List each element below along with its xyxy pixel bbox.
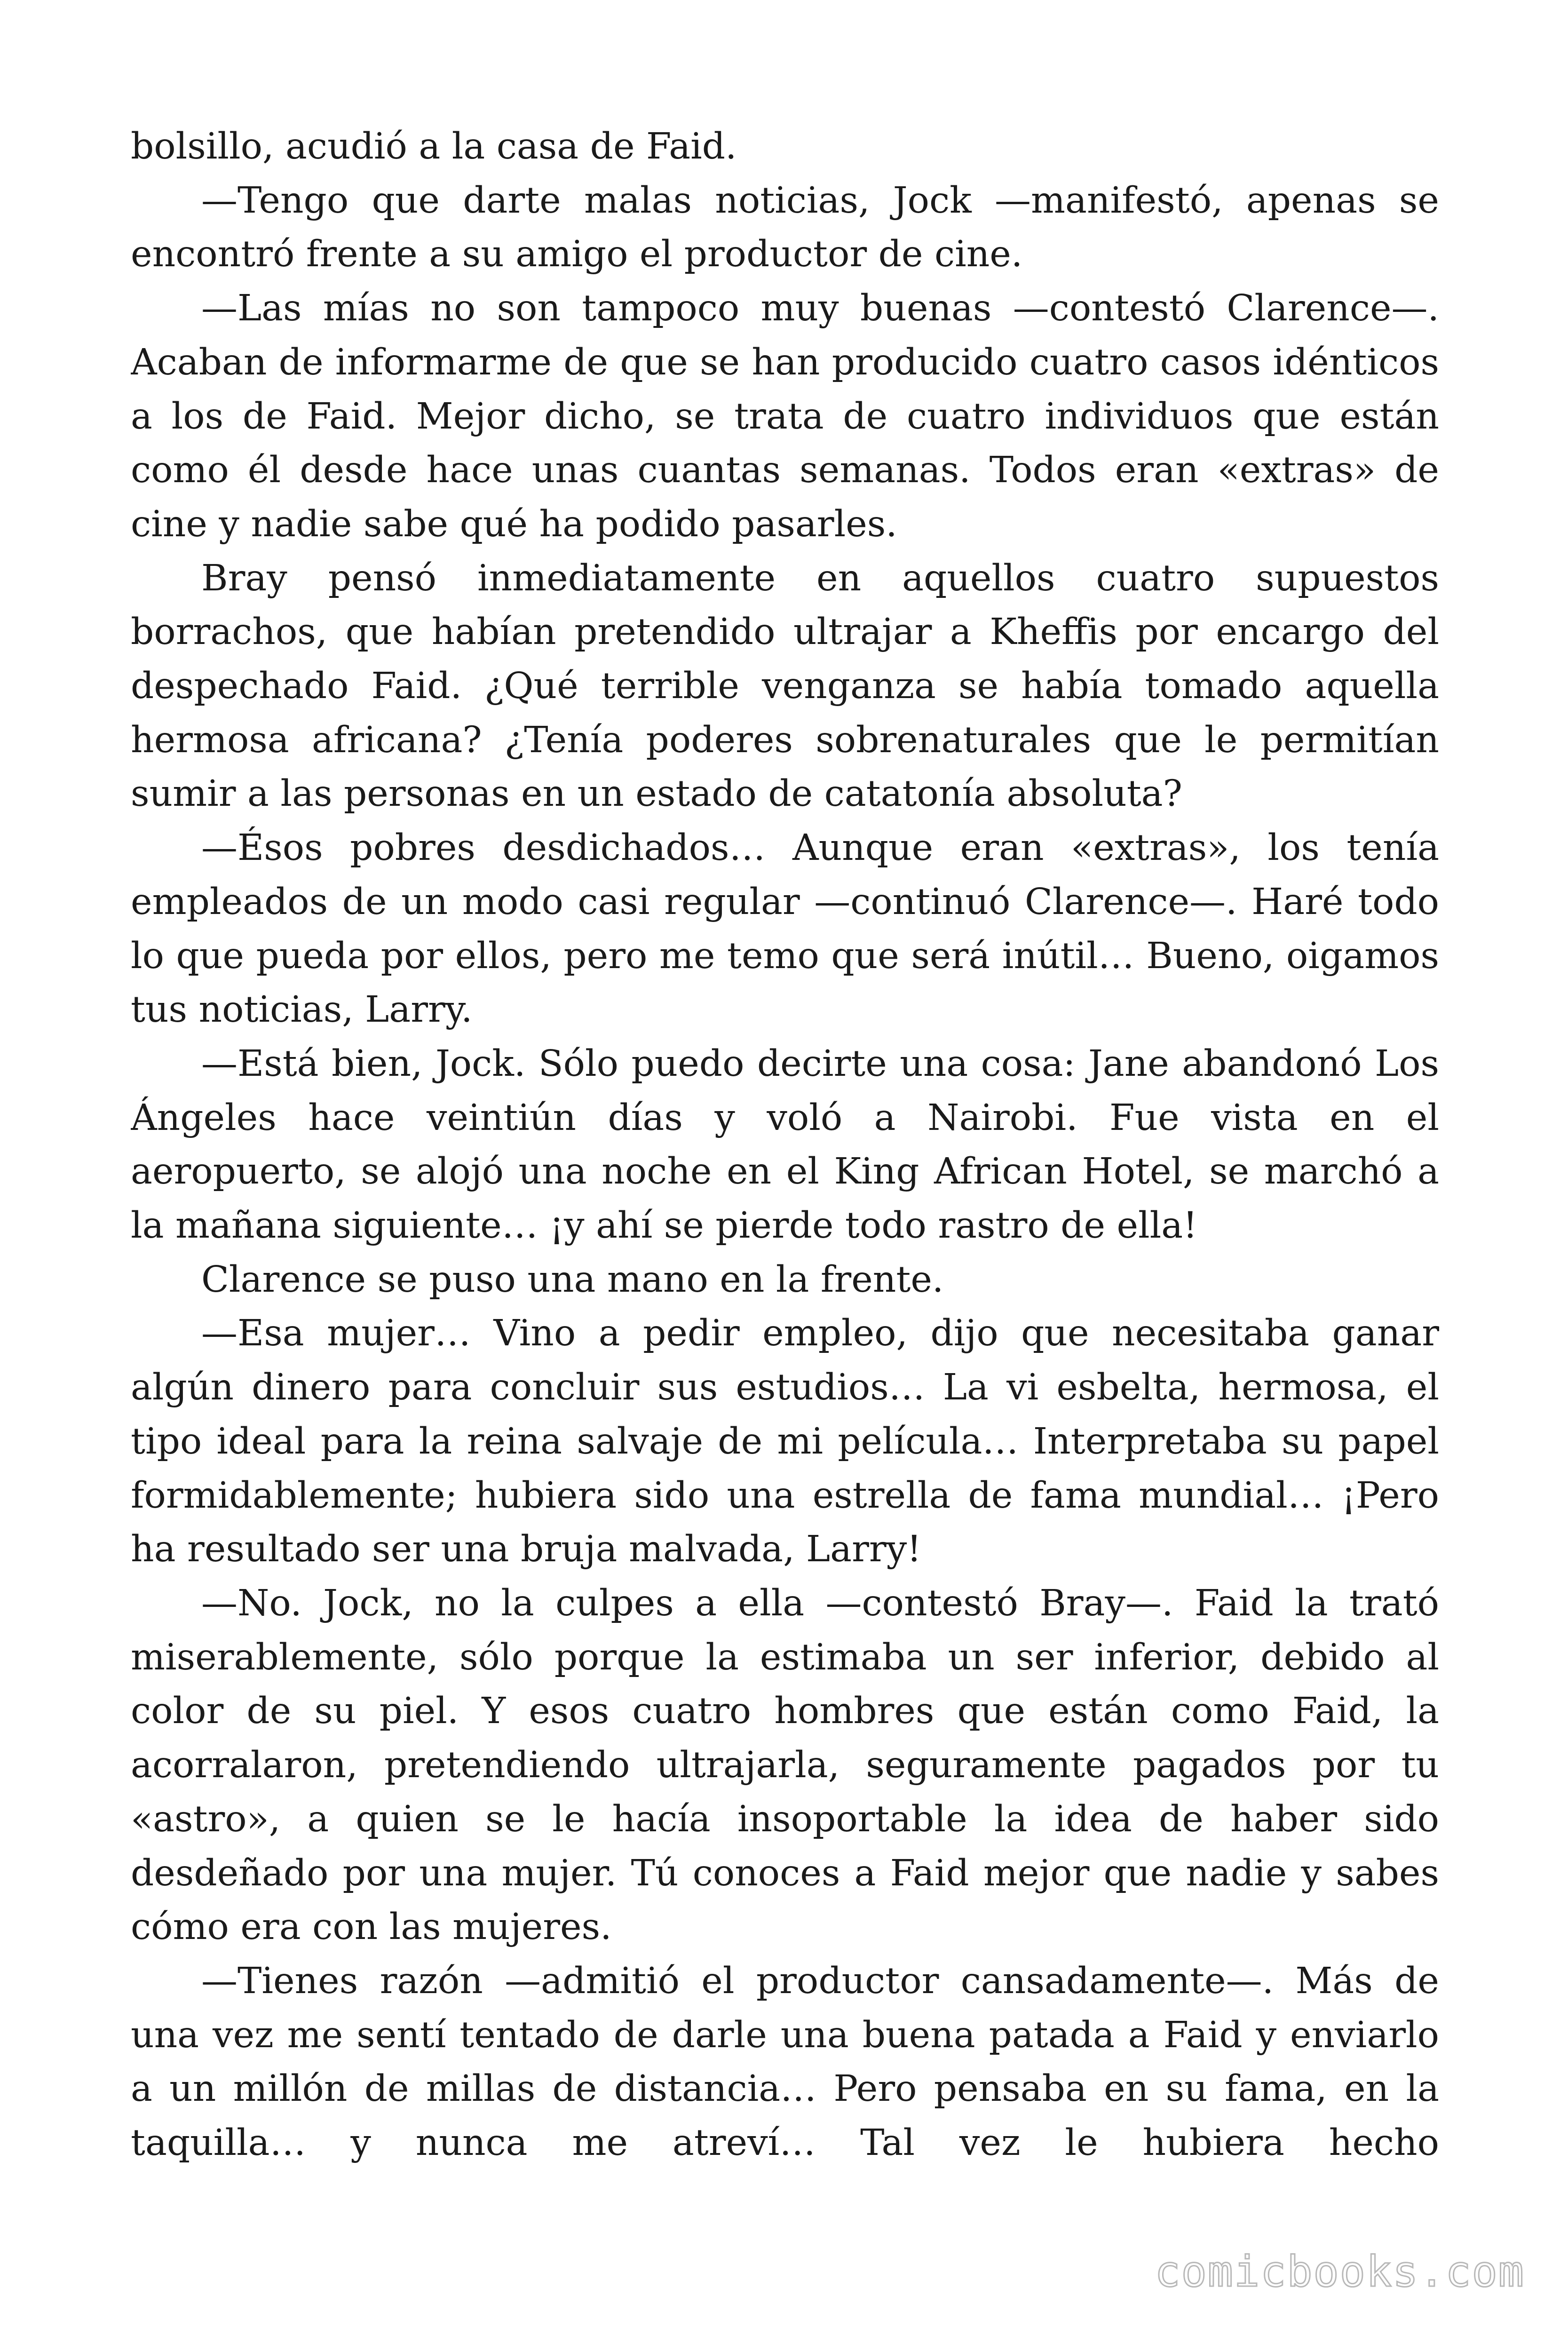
paragraph: —Está bien, Jock. Sólo puedo decirte una cosa: Jane abandonó Los Ángeles hace veintiún días y voló a Nairobi. Fue vista en el aeropuerto, se alojó una noche en el King African Hotel, se marchó a la mañana siguiente… ¡y ahí se pierde todo rastro de ella! [131, 1042, 1439, 1247]
paragraph: —Tengo que darte malas noticias, Jock —manifestó, apenas se encontró frente a su amigo el productor de cine. [131, 179, 1439, 276]
paragraph-truncated: —Tienes razón —admitió el productor cansadamente—. Más de una vez me sentí tentado de darle una buena patada a Faid y enviarlo a un millón de millas de distancia… Pero pensaba en su fama, en la taquilla… y nunca me atreví… Tal vez le hubiera hecho [131, 1960, 1439, 2164]
paragraph-continuation: bolsillo, acudió a la casa de Faid. [131, 126, 737, 167]
paragraph: —No. Jock, no la culpes a ella —contestó Bray—. Faid la trató miserablemente, sólo porque la estimaba un ser inferior, debido al color de su piel. Y esos cuatro hombres que están como Faid, la acorralaron, pretendiendo ultrajarla, seguramente pagados por tu «astro», a quien se le hacía insoportable la idea de haber sido desdeñado por una mujer. Tú conoces a Faid mejor que nadie y sabes cómo era con las mujeres. [131, 1582, 1439, 1948]
paragraph: Clarence se puso una mano en la frente. [201, 1258, 944, 1301]
paragraph: —Ésos pobres desdichados… Aunque eran «extras», los tenía empleados de un modo casi regular —continuó Clarence—. Haré todo lo que pueda por ellos, pero me temo que será inútil… Bueno, oigamos tus noticias, Larry. [131, 827, 1439, 1031]
paragraph: Bray pensó inmediatamente en aquellos cuatro supuestos borrachos, que habían pretendido ultrajar a Kheffis por encargo del despechado Faid. ¿Qué terrible venganza se había tomado aquella hermosa africana? ¿Tenía poderes sobrenaturales que le permitían sumir a las personas en un estado de catatonía absoluta? [131, 557, 1439, 815]
paragraph: —Esa mujer… Vino a pedir empleo, dijo que necesitaba ganar algún dinero para concluir sus estudios… La vi esbelta, hermosa, el tipo ideal para la reina salvaje de mi película… Interpretaba su papel formidablemente; hubiera sido una estrella de fama mundial… ¡Pero ha resultado ser una bruja malvada, Larry! [131, 1312, 1439, 1571]
paragraph: —Las mías no son tampoco muy buenas —contestó Clarence—. Acaban de informarme de que se han producido cuatro casos idénticos a los de Faid. Mejor dicho, se trata de cuatro individuos que están como él desde hace unas cuantas semanas. Todos eran «extras» de cine y nadie sabe qué ha podido pasarles. [131, 287, 1439, 545]
book-page-text [131, 120, 1439, 2227]
watermark: comicbooks.com [1155, 2247, 1525, 2296]
